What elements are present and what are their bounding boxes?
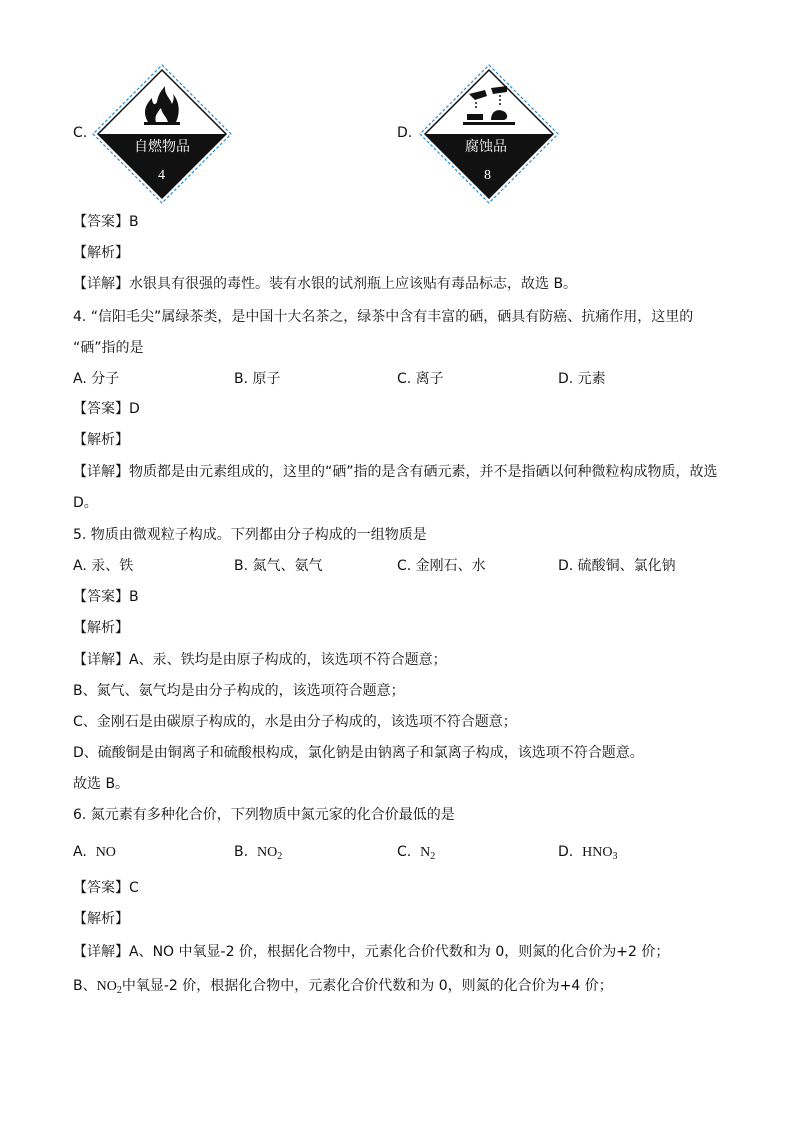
option-letter: A.: [73, 844, 87, 860]
q6-option-d: [558, 843, 617, 866]
q6-option-b: [234, 843, 282, 866]
q4-stem-line1: 4. “信阳毛尖”属绿茶类，是中国十大名茶之，绿茶中含有丰富的硒，硒具有防癌、抗痛作用，这里的: [73, 309, 694, 325]
detail-text: 物质都是由元素组成的，这里的“硒”指的是含有硒元素，并不是指硒以何种微粒构成物质，故选: [129, 464, 718, 480]
q4-answer: 【答案】D: [73, 401, 140, 417]
formula: NO: [96, 979, 117, 994]
detail-text: A、NO 中氧显-2 价，根据化合物中，元素化合价代数和为 0，则氮的化合价为+2 价；: [129, 944, 670, 960]
formula: HNO: [582, 845, 613, 860]
option-c-letter: C.: [73, 125, 88, 141]
sign-c-number: 4: [158, 168, 165, 183]
q5-option-a: A. 汞、铁: [73, 558, 134, 574]
q4-detail-line2: D。: [73, 495, 98, 511]
formula-subscript: 2: [430, 851, 436, 862]
q6-option-c: [397, 843, 435, 866]
detail-prefix: B、: [73, 978, 97, 994]
q6-detail-line2: [73, 977, 613, 1000]
q4-option-d: D. 元素: [558, 371, 606, 387]
option-d-letter: D.: [397, 125, 413, 141]
detail-text: 水银具有很强的毒性。装有水银的试剂瓶上应该贴有毒品标志，故选 B。: [129, 276, 578, 292]
q5-analysis-label: 【解析】: [73, 620, 129, 636]
q6-stem: 6. 氮元素有多种化合价，下列物质中氮元家的化合价最低的是: [73, 807, 455, 823]
q4-option-c: C. 离子: [397, 371, 444, 387]
q4-stem-line2: “硒”指的是: [73, 340, 144, 356]
sign-d-label: 腐蚀品: [465, 139, 507, 155]
detail-tag: 【详解】: [73, 464, 129, 480]
formula: NO: [256, 845, 278, 860]
q4-option-b: B. 原子: [234, 371, 281, 387]
option-letter: B.: [234, 844, 249, 860]
q3-analysis-label: 【解析】: [73, 245, 129, 261]
detail-text: 中氧显-2 价，根据化合物中，元素化合价代数和为 0，则氮的化合价为+4 价；: [121, 978, 613, 994]
q6-detail-line1: [73, 943, 669, 961]
q5-option-c: C. 金刚石、水: [397, 558, 486, 574]
q5-detail-line2: B、氮气、氨气均是由分子构成的，该选项符合题意；: [73, 683, 405, 699]
detail-tag: 【详解】: [73, 944, 129, 960]
formula-subscript: 3: [612, 851, 618, 862]
q3-detail: [73, 275, 577, 293]
q5-stem: 5. 物质由微观粒子构成。下列都由分子构成的一组物质是: [73, 527, 427, 543]
q6-option-a: [73, 843, 116, 862]
q5-detail-line3: C、金刚石是由碳原子构成的，水是由分子构成的，该选项不符合题意；: [73, 714, 517, 730]
q3-answer: 【答案】B: [73, 214, 139, 230]
q5-conclusion: 故选 B。: [73, 776, 130, 792]
formula: NO: [95, 845, 116, 860]
detail-tag: 【详解】: [73, 652, 129, 668]
detail-text: A、汞、铁均是由原子构成的，该选项不符合题意；: [129, 652, 447, 668]
q5-option-d: D. 硫酸铜、氯化钠: [558, 558, 676, 574]
q5-detail-line4: D、硫酸铜是由铜离子和硫酸根构成，氯化钠是由钠离子和氯离子构成，该选项不符合题意。: [73, 745, 644, 761]
option-letter: C.: [397, 844, 412, 860]
q6-answer: 【答案】C: [73, 880, 139, 896]
formula-subscript: 2: [277, 851, 283, 862]
sign-c-label: 自燃物品: [134, 139, 190, 155]
option-letter: D.: [558, 844, 574, 860]
q5-detail-line1: [73, 651, 447, 669]
sign-d-number: 8: [484, 168, 491, 183]
detail-tag: 【详解】: [73, 276, 129, 292]
q5-option-b: B. 氮气、氨气: [234, 558, 323, 574]
q5-answer: 【答案】B: [73, 589, 139, 605]
formula-subscript: 2: [116, 985, 122, 996]
q4-detail-line1: [73, 463, 718, 481]
q6-analysis-label: 【解析】: [73, 911, 129, 927]
formula: N: [420, 845, 431, 860]
q4-analysis-label: 【解析】: [73, 432, 129, 448]
q4-option-a: A. 分子: [73, 371, 120, 387]
